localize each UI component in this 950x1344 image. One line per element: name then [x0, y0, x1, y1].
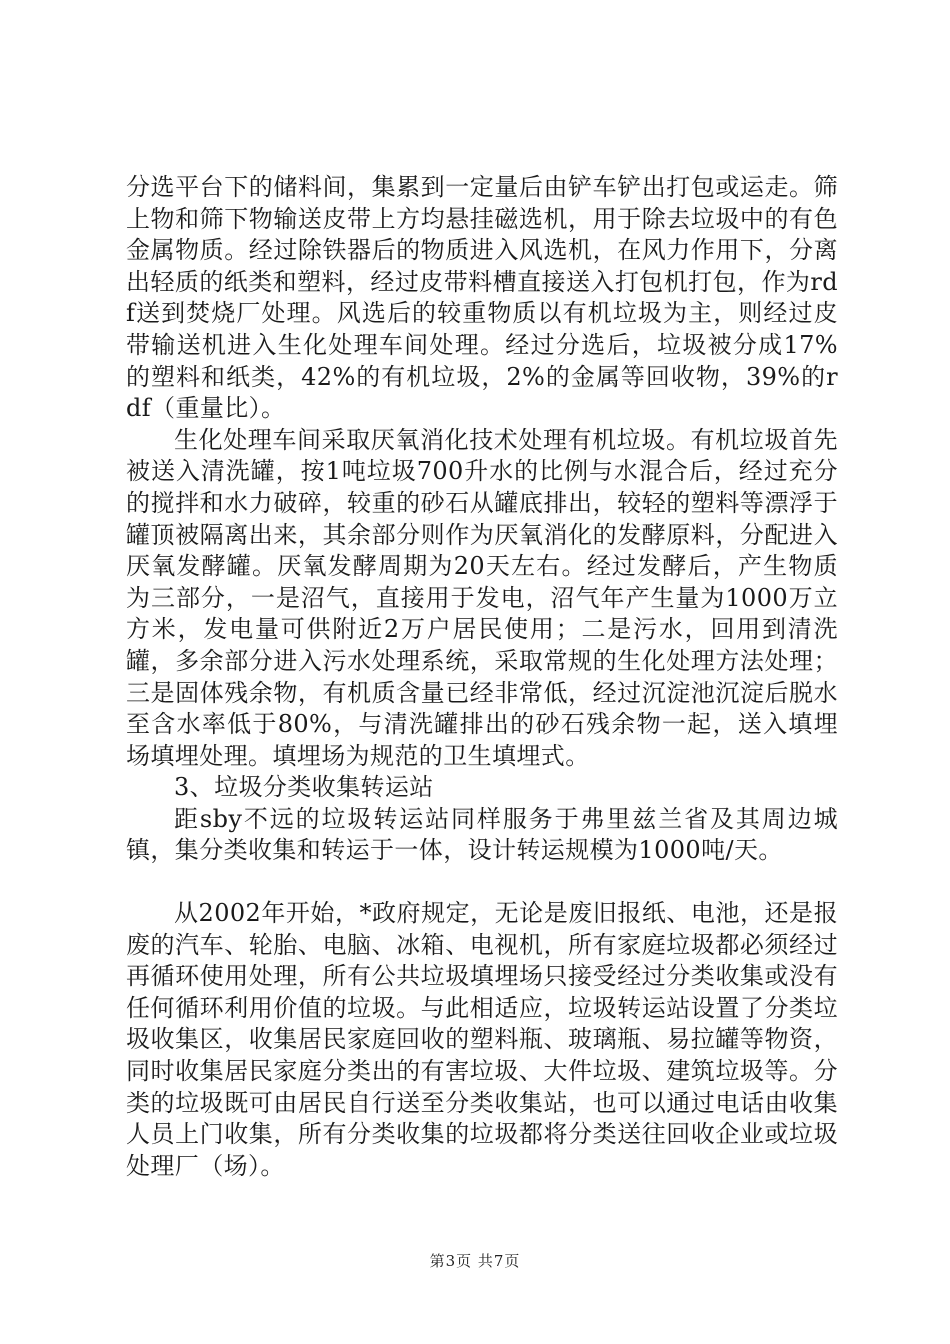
paragraph-government-regulation: 从2002年开始，*政府规定，无论是废旧报纸、电池，还是报废的汽车、轮胎、电脑、冰箱、电视机，所有家庭垃圾都必须经过再循环使用处理，所有公共垃圾填埋场只接受经过分类收集或没有任何循环利用价值的垃圾。与此相适应，垃圾转运站设置了分类垃圾收集区，收集居民家庭回收的塑料瓶、玻璃瓶、易拉罐等物资，同时收集居民家庭分类出的有害垃圾、大件垃圾、建筑垃圾等。分类的垃圾既可由居民自行送至分类收集站，也可以通过电话由收集人员上门收集，所有分类收集的垃圾都将分类送往回收企业或垃圾处理厂（场）。	[126, 899, 838, 1180]
page-footer: 第3页 共7页	[429, 1252, 521, 1270]
paragraph-sorting-process: 分选平台下的储料间，集累到一定量后由铲车铲出打包或运走。筛上物和筛下物输送皮带上方均悬挂磁选机，用于除去垃圾中的有色金属物质。经过除铁器后的物质进入风选机，在风力作用下，分离出轻质的纸类和塑料，经过皮带料槽直接送入打包机打包，作为rdf送到焚烧厂处理。风选后的较重物质以有机垃圾为主，则经过皮带输送机进入生化处理车间处理。经过分选后，垃圾被分成17%的塑料和纸类，42%的有机垃圾，2%的金属等回收物，39%的rdf（重量比）。	[126, 173, 838, 423]
document-body	[126, 172, 838, 1182]
section-heading-transfer-station: 3、垃圾分类收集转运站	[174, 773, 434, 802]
paragraph-gap	[126, 867, 838, 898]
paragraph-biochemical-treatment: 生化处理车间采取厌氧消化技术处理有机垃圾。有机垃圾首先被送入清洗罐，按1吨垃圾700升水的比例与水混合后，经过充分的搅拌和水力破碎，较重的砂石从罐底排出，较轻的塑料等漂浮于罐顶被隔离出来，其余部分则作为厌氧消化的发酵原料，分配进入厌氧发酵罐。厌氧发酵周期为20天左右。经过发酵后，产生物质为三部分，一是沼气，直接用于发电，沼气年产生量为1000万立方米，发电量可供附近2万户居民使用；二是污水，回用到清洗罐，多余部分进入污水处理系统，采取常规的生化处理方法处理；三是固体残余物，有机质含量已经非常低，经过沉淀池沉淀后脱水至含水率低于80%，与清洗罐排出的砂石残余物一起，送入填埋场填埋处理。填埋场为规范的卫生填埋式。	[126, 425, 838, 770]
paragraph-transfer-station: 距sby不远的垃圾转运站同样服务于弗里兹兰省及其周边城镇，集分类收集和转运于一体，设计转运规模为1000吨/天。	[126, 804, 838, 865]
